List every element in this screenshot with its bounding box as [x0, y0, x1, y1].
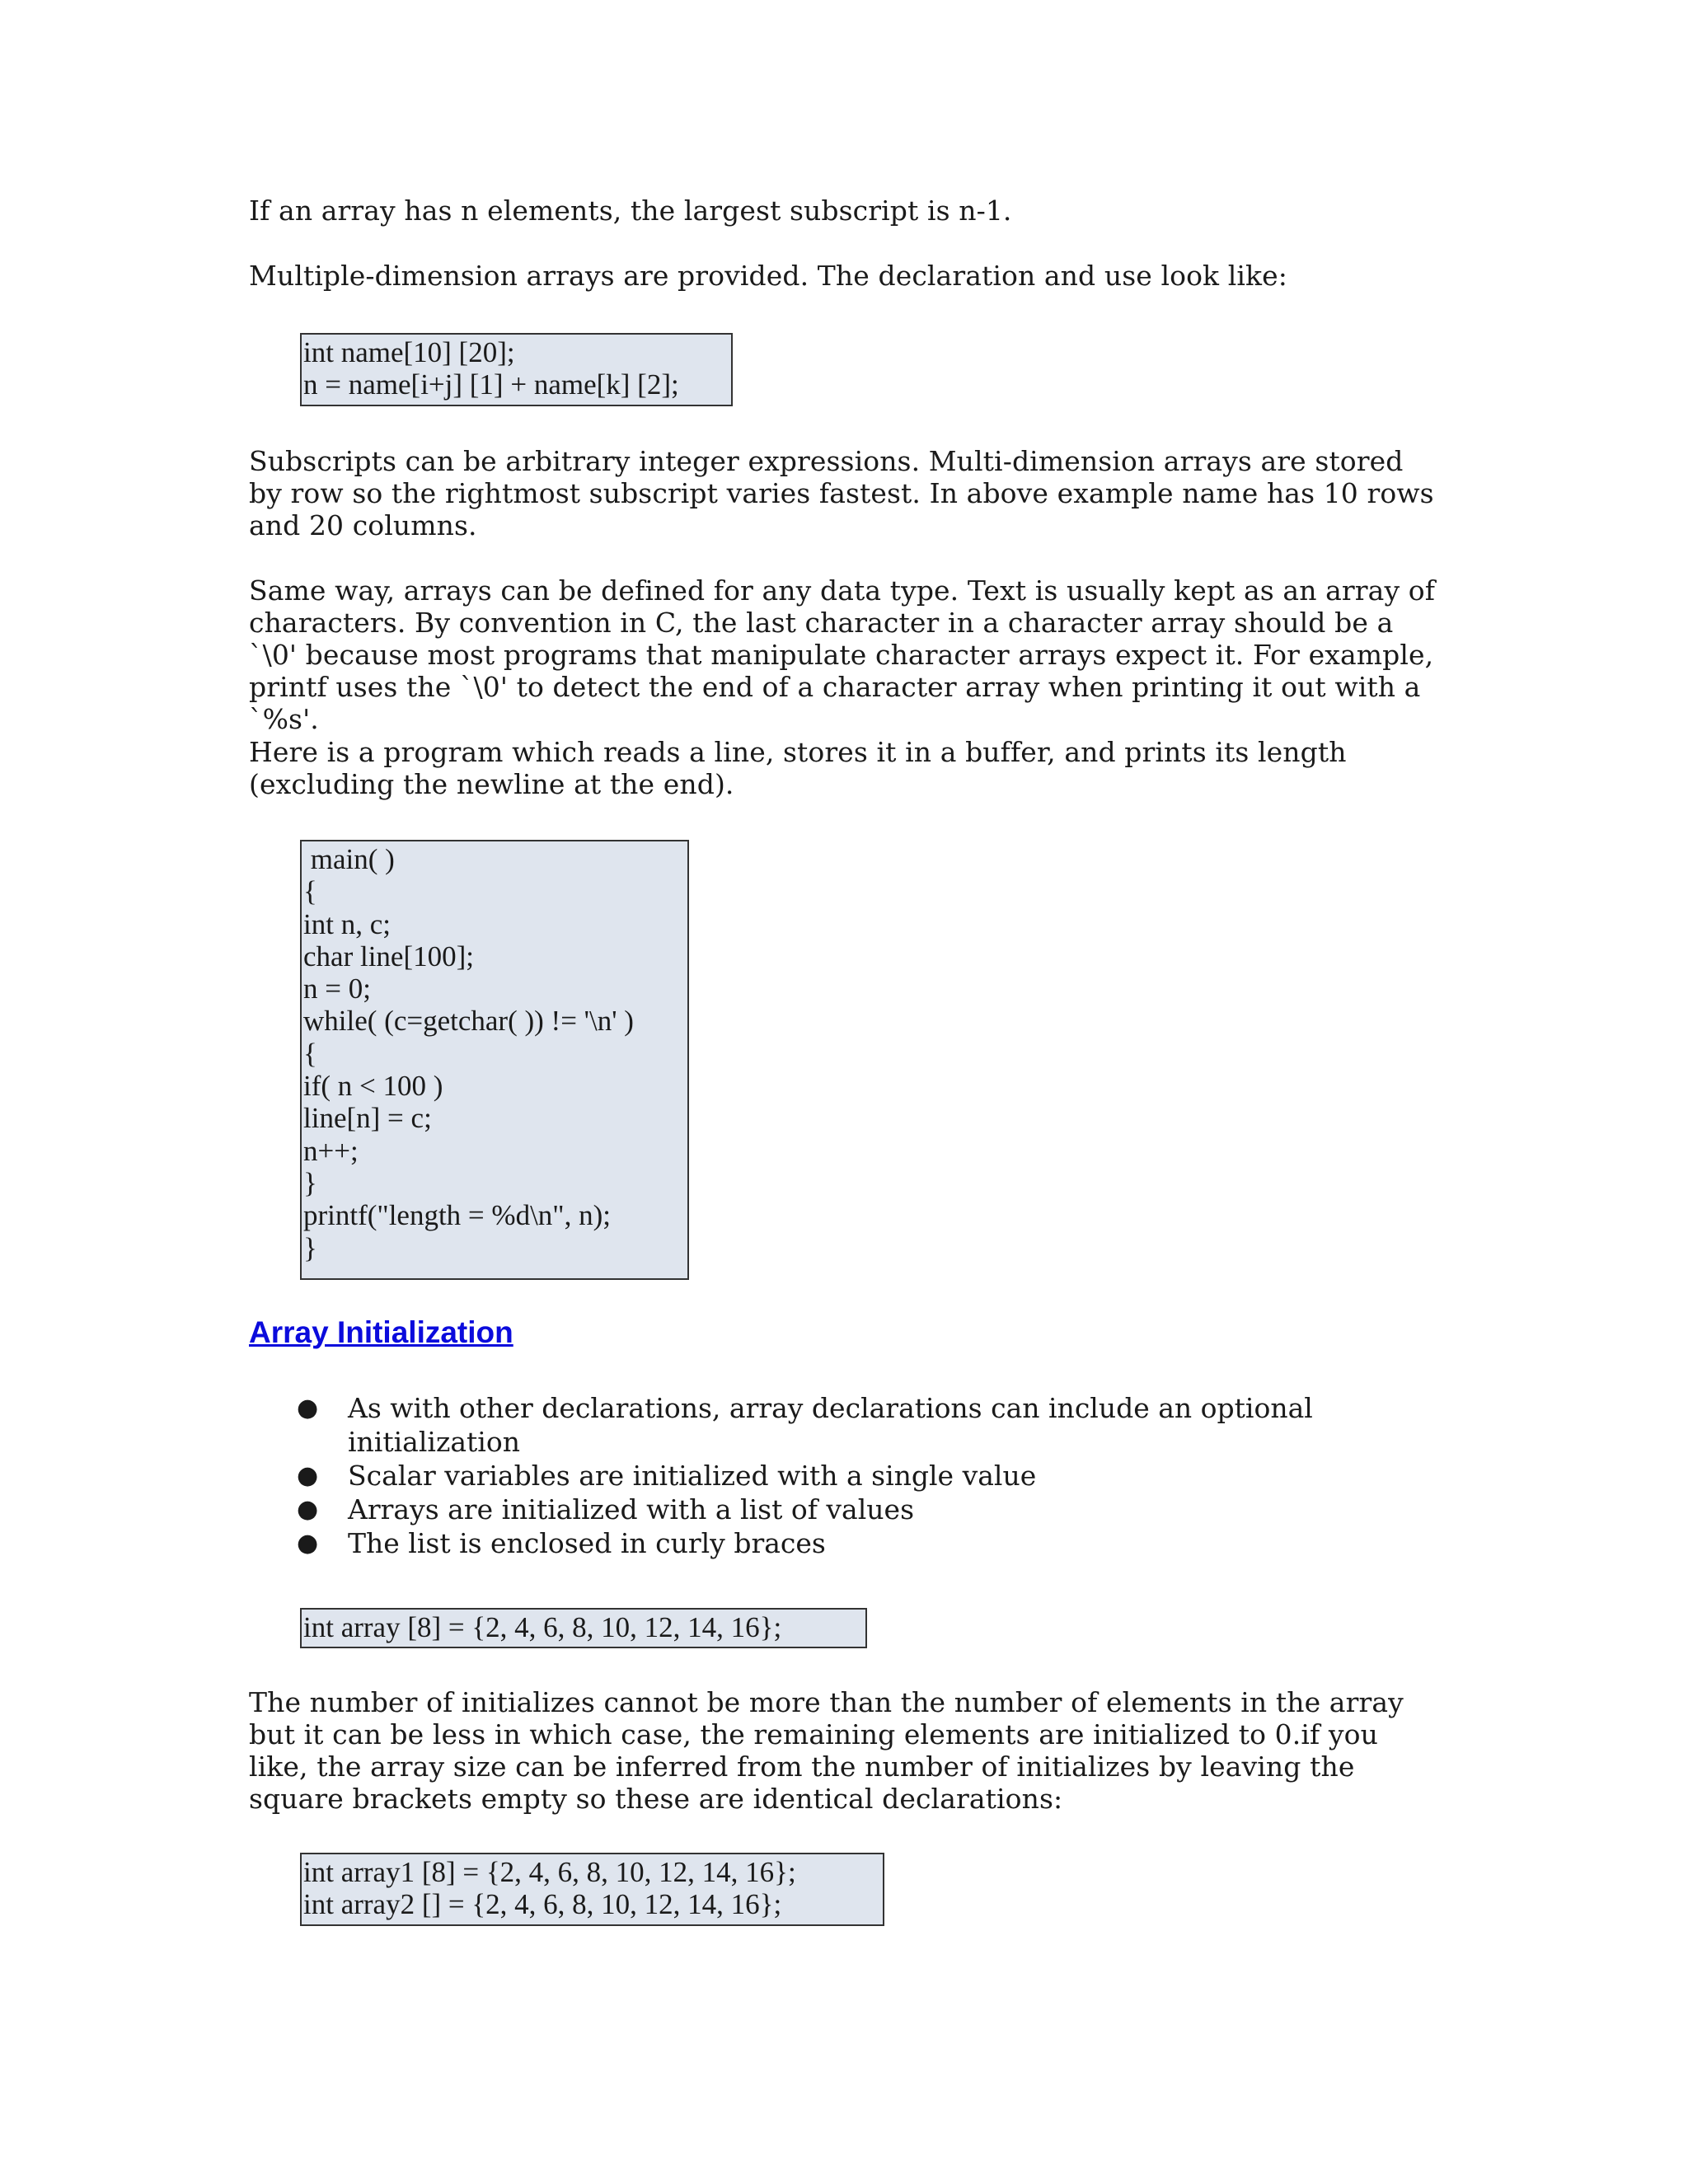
code-line: if( n < 100 ) [303, 1070, 443, 1103]
paragraph-program-intro: Here is a program which reads a line, stores it in a buffer, and prints its length (excluding the newline at the end). [249, 736, 1347, 800]
code-line: int n, c; [303, 907, 391, 940]
paragraph-character-arrays: Same way, arrays can be defined for any data type. Text is usually kept as an array of characters. By convention in C, the last character in a character array should be a `\0' because most programs that manipulate character arrays expect it. For example, printf uses the `\0' to detect the end of a character array when printing it out with a `%s'. [249, 574, 1436, 735]
paragraph-largest-subscript: If an array has n elements, the largest subscript is n-1. [249, 194, 1012, 227]
bullet-icon: ● [297, 1394, 319, 1422]
code-line: n = 0; [303, 972, 371, 1005]
paragraph-multidim-intro: Multiple-dimension arrays are provided. The declaration and use look like: [249, 260, 1287, 292]
code-line: main( ) [303, 843, 395, 875]
paragraph-initializers: The number of initializes cannot be more than the number of elements in the array but it can be less in which case, the remaining elements are initialized to 0.if you like, the array size can be inferred from the number of initializes by leaving the square brackets empty so these are identical declarations: [249, 1686, 1404, 1815]
code-line: } [303, 1166, 317, 1199]
code-line: n = name[i+j] [1] + name[k] [2]; [303, 368, 679, 401]
bullet-icon: ● [297, 1529, 319, 1558]
heading-array-initialization-link[interactable]: Array Initialization [249, 1315, 513, 1349]
code-block-init-pair [300, 1853, 884, 1926]
code-line: n++; [303, 1134, 359, 1167]
code-block-multidim [300, 333, 733, 406]
code-line: while( (c=getchar( )) != '\n' ) [303, 1005, 634, 1038]
list-item: ● The list is enclosed in curly braces [297, 1527, 826, 1559]
list-item: ● Scalar variables are initialized with a single value [297, 1460, 1037, 1492]
paragraph-subscripts: Subscripts can be arbitrary integer expressions. Multi-dimension arrays are stored by row so the rightmost subscript varies fastest. In above example name has 10 rows and 20 columns. [249, 445, 1434, 541]
code-line: int array1 [8] = {2, 4, 6, 8, 10, 12, 14, 16}; [303, 1856, 796, 1888]
code-line: { [303, 1037, 317, 1070]
code-line: int array2 [] = {2, 4, 6, 8, 10, 12, 14, 16}; [303, 1888, 782, 1921]
code-line: } [303, 1231, 317, 1264]
code-line: { [303, 875, 317, 908]
bullet-list [297, 1391, 1353, 1560]
code-line: int array [8] = {2, 4, 6, 8, 10, 12, 14, 16}; [303, 1611, 782, 1643]
code-block-program [300, 840, 689, 1280]
code-block-init-single [300, 1608, 867, 1648]
list-item: ● Arrays are initialized with a list of values [297, 1493, 915, 1526]
bullet-icon: ● [297, 1461, 319, 1490]
bullet-icon: ● [297, 1495, 319, 1524]
code-line: printf("length = %d\n", n); [303, 1199, 611, 1232]
code-line: char line[100]; [303, 940, 474, 972]
list-item: ● As with other declarations, array declarations can include an optional initialization [297, 1392, 1313, 1458]
code-line: line[n] = c; [303, 1102, 432, 1135]
code-line: int name[10] [20]; [303, 336, 515, 368]
